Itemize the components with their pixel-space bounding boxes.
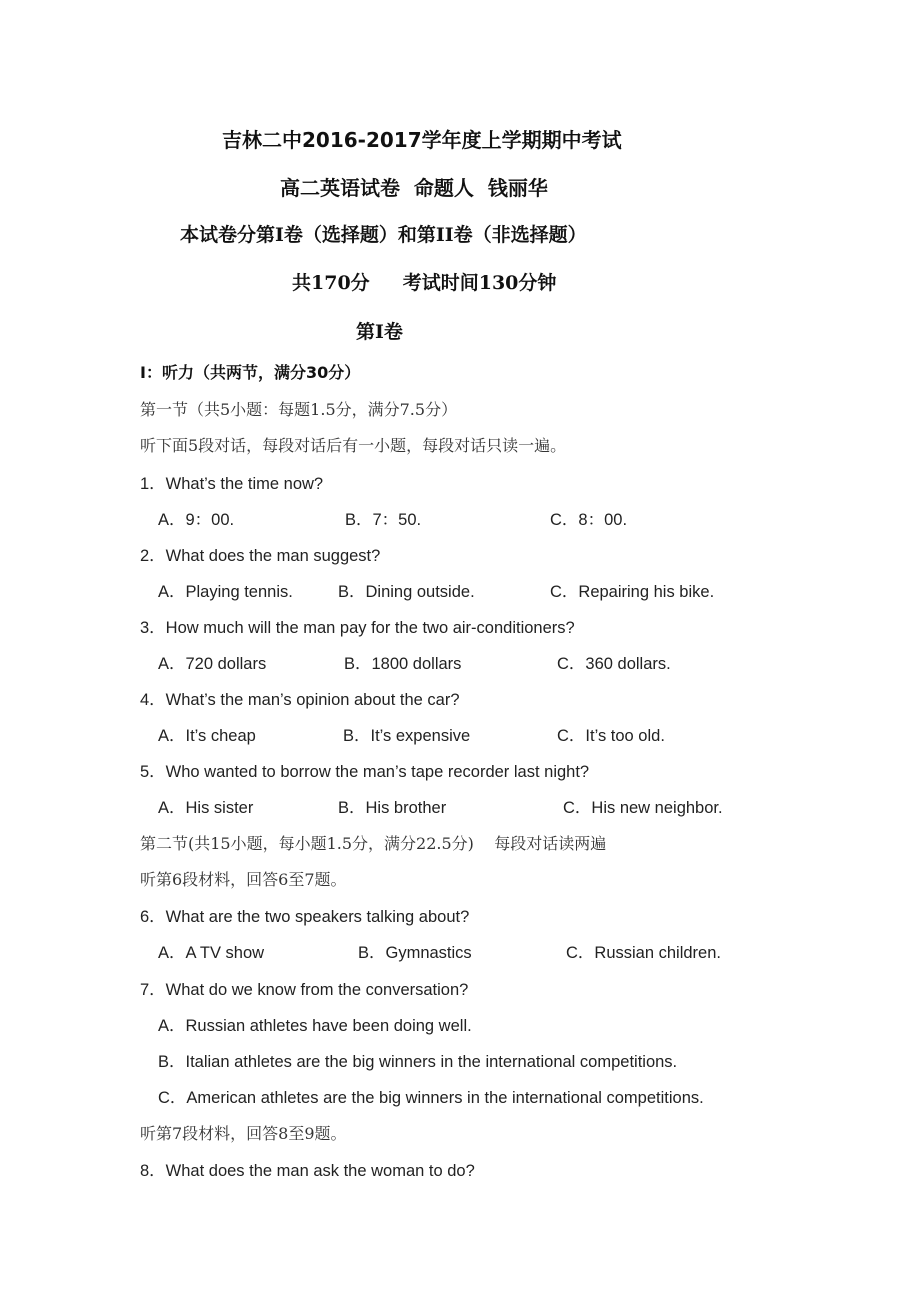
q1-option-b: B．7：50. [345,511,422,529]
question-3: 3．How much will the man pay for the two air-conditioners? [140,619,575,637]
question-2: 2．What does the man suggest? [140,547,381,565]
q5-option-c: C．His new neighbor. [563,799,723,817]
q2-option-a: A．Playing tennis. [158,583,293,601]
q4-option-c: C．It’s too old. [557,727,665,745]
q3-option-b: B．1800 dollars [344,655,462,673]
q1-option-a: A．9：00. [158,511,235,529]
q7-option-b: B．Italian athletes are the big winners in the international competitions. [158,1053,678,1071]
q6-option-b: B．Gymnastics [358,944,472,962]
q6-option-a: A．A TV show [158,944,265,962]
q4-option-a: A．It’s cheap [158,727,256,745]
q7-option-a: A．Russian athletes have been doing well. [158,1017,472,1035]
score-time: 共170分 考试时间130分钟 [292,272,557,294]
q2-option-c: C．Repairing his bike. [550,583,715,601]
q4-option-b: B．It’s expensive [343,727,471,745]
question-4: 4．What’s the man’s opinion about the car? [140,691,460,709]
question-6: 6．What are the two speakers talking about? [140,908,470,926]
material-6-instruction: 听第6段材料，回答6至7题。 [140,870,347,889]
q1-option-c: C．8：00. [550,511,628,529]
listening-heading: I：听力（共两节，满分30分） [140,363,361,382]
question-5: 5．Who wanted to borrow the man’s tape recorder last night? [140,763,590,781]
question-7: 7．What do we know from the conversation? [140,981,469,999]
material-7-instruction: 听第7段材料，回答8至9题。 [140,1124,347,1143]
q3-option-c: C．360 dollars. [557,655,671,673]
q5-option-a: A．His sister [158,799,254,817]
q3-option-a: A．720 dollars [158,655,267,673]
exam-subtitle: 高二英语试卷 命题人 钱丽华 [280,176,548,200]
part1-title: 第一节（共5小题：每题1.5分，满分7.5分） [140,400,458,419]
question-1: 1．What’s the time now? [140,475,324,493]
volume-heading: 第Ⅰ卷 [356,321,403,343]
q7-option-c: C．American athletes are the big winners in the international competitions. [158,1089,704,1107]
structure-note: 本试卷分第Ⅰ卷（选择题）和第II卷（非选择题） [180,224,587,246]
q6-option-c: C．Russian children. [566,944,721,962]
q2-option-b: B．Dining outside. [338,583,475,601]
question-8: 8．What does the man ask the woman to do? [140,1162,475,1180]
part1-instruction: 听下面5段对话，每段对话后有一小题，每段对话只读一遍。 [140,436,567,455]
part2-title: 第二节(共15小题，每小题1.5分，满分22.5分) 每段对话读两遍 [140,834,607,853]
q5-option-b: B．His brother [338,799,447,817]
exam-title: 吉林二中2016-2017学年度上学期期中考试 [222,128,622,152]
